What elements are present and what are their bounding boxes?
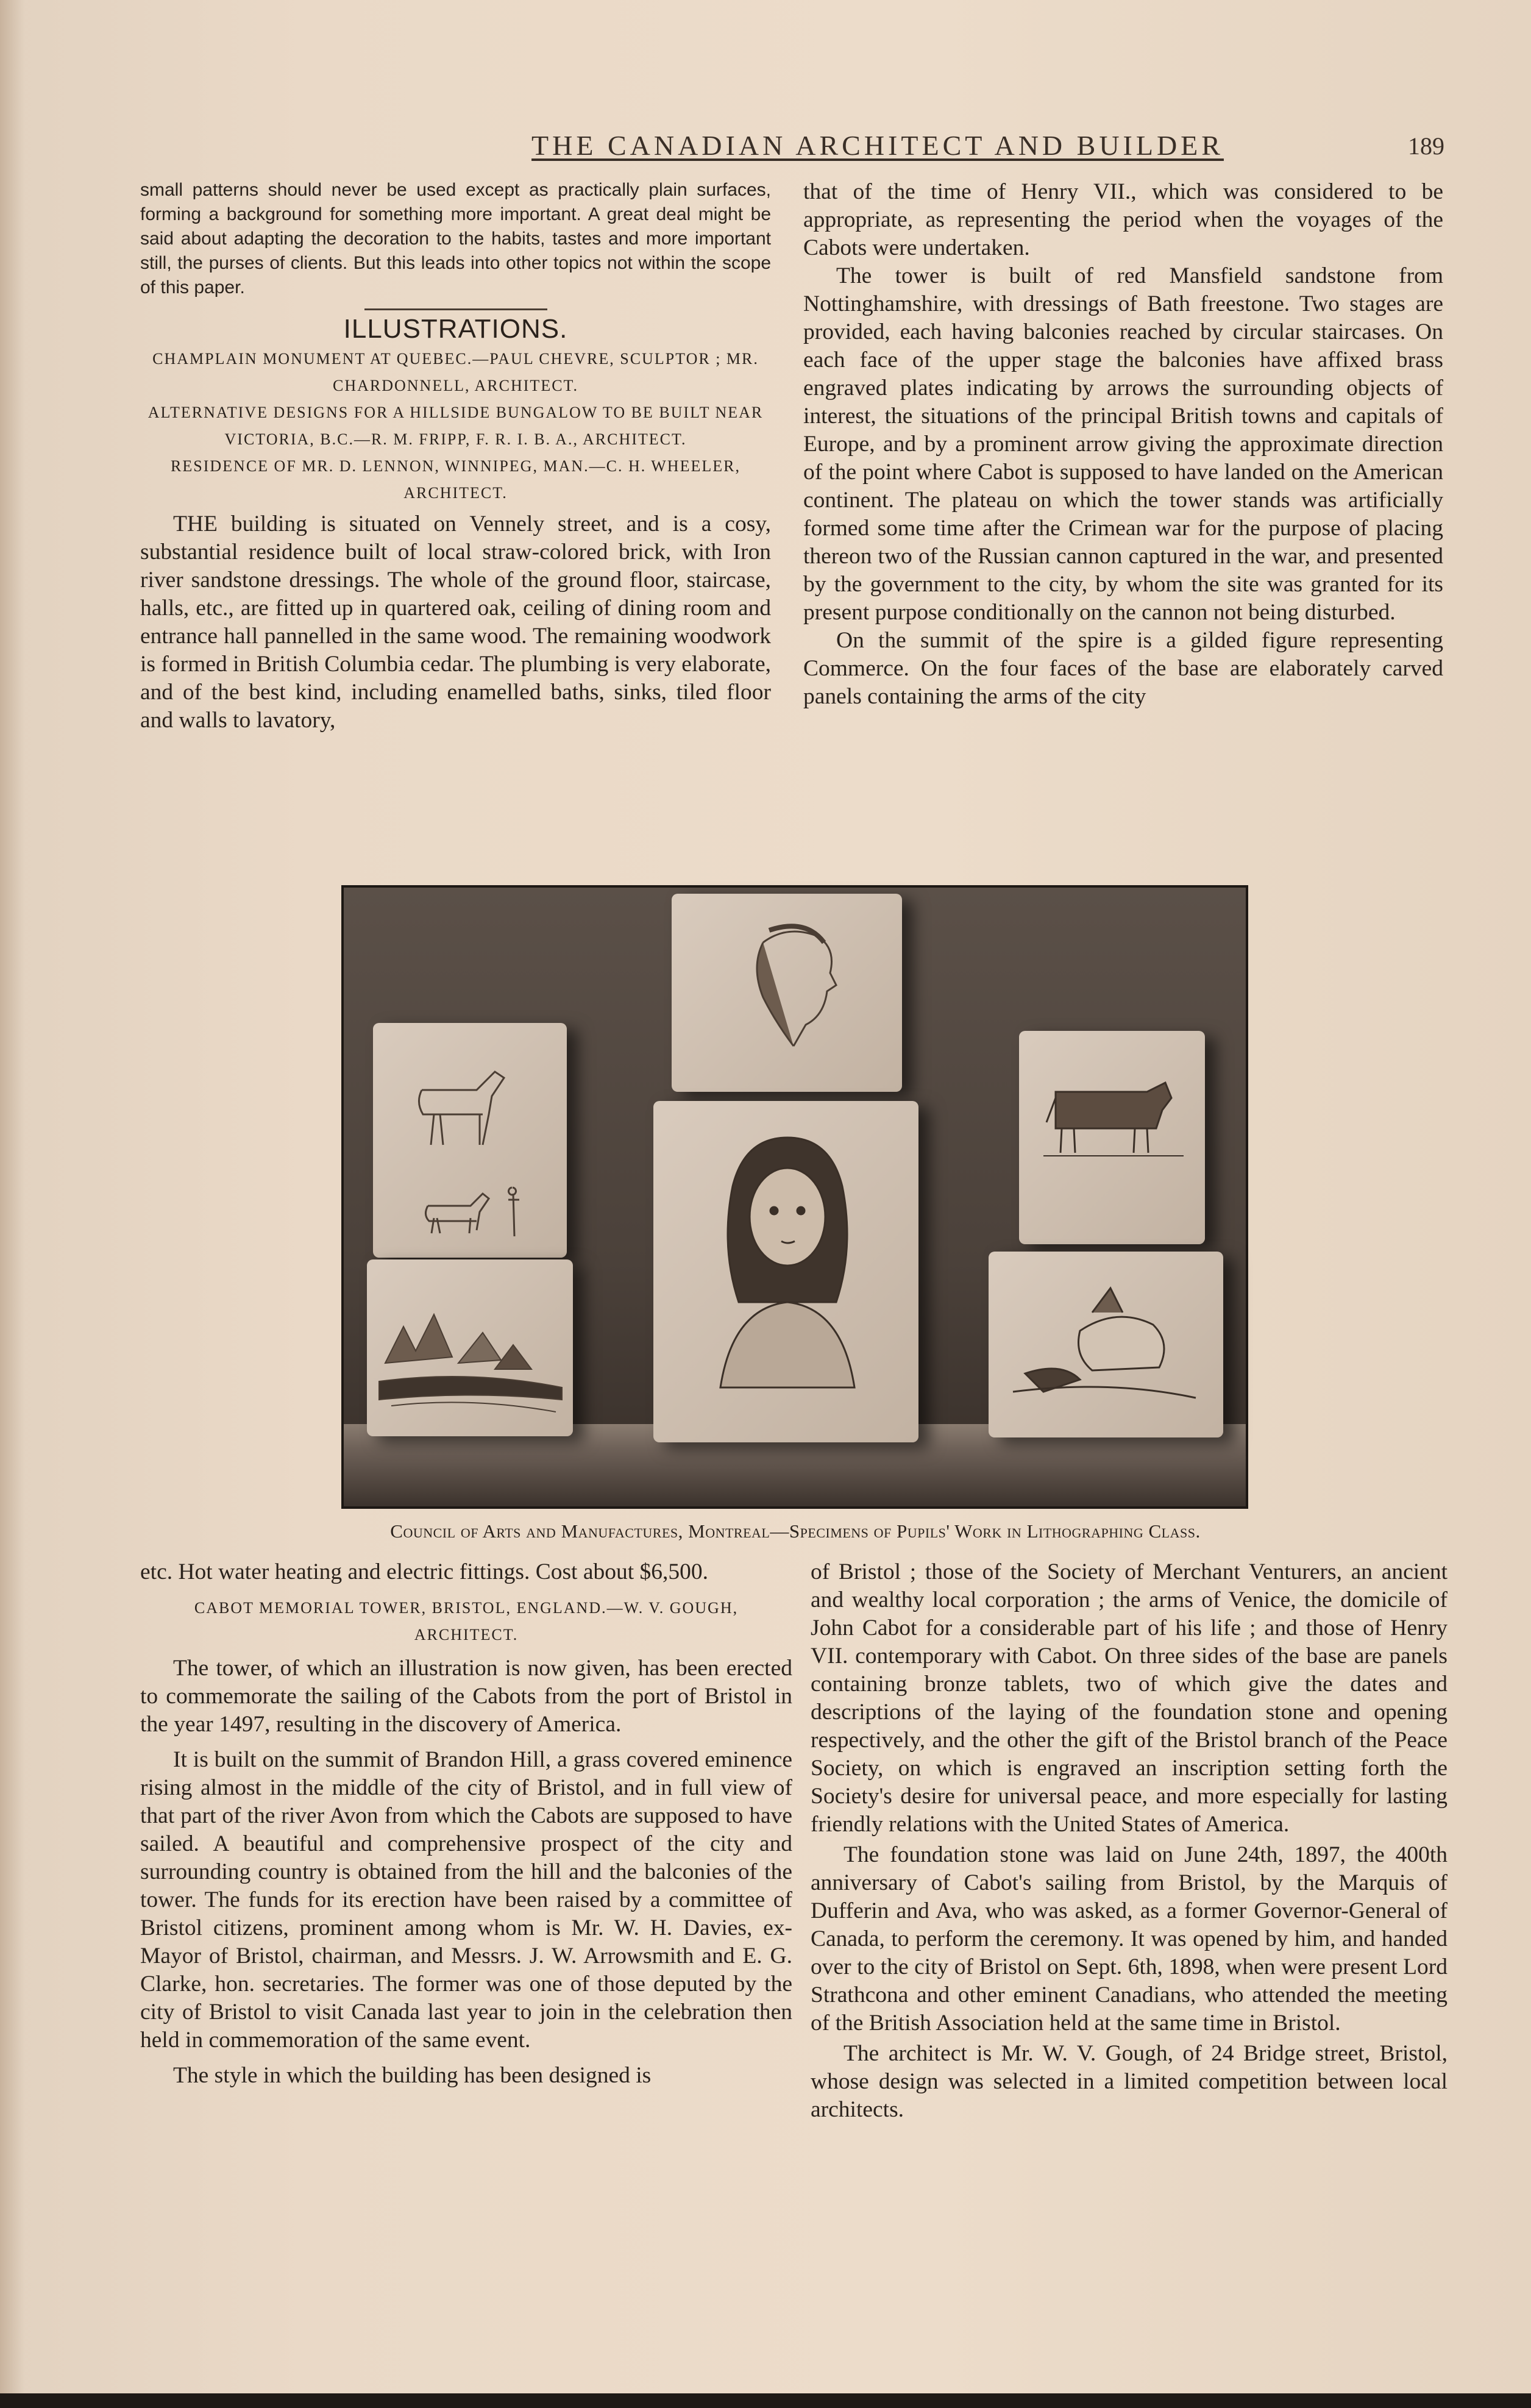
right-top-paragraph-1: that of the time of Henry VII., which was considered to be appropriate, as representing the period when the voyages of the Cabots were undertaken.: [803, 179, 1443, 260]
section-divider: [364, 308, 547, 310]
right-column-bottom: [811, 1558, 1448, 2124]
cabot-paragraph-3: The style in which the building has been designed is: [173, 2063, 652, 2088]
running-head: [421, 129, 1335, 162]
tile-horses: [373, 1023, 567, 1258]
intro-text: [140, 178, 771, 300]
page-spine-shadow: [0, 0, 24, 2408]
tile-sheep-landscape: [989, 1252, 1223, 1437]
horse-sketch-icon: [373, 1023, 567, 1258]
right-bottom-paragraph-1: of Bristol ; those of the Society of Merchant Venturers, an ancient and wealthy local corporation ; the arms of Venice, the domicile of John Cabot for a considerable part of his life ; and those of Henry VII. contemporary with Cabot. On three sides of the base are panels containing bronze tablets, two of which give the dates and descriptions of the laying of the foundation stone and opening respectively, and the other the gift of the Bristol branch of the Peace Society, on which is engraved an inscription setting forth the Society's desire for universal peace, and more especially for lasting friendly relations with the United States of America.: [811, 1559, 1448, 1837]
girl-portrait-icon: [653, 1101, 918, 1442]
left-column-bottom: [140, 1558, 792, 2090]
illustrations-heading: ILLUSTRATIONS.: [343, 314, 568, 344]
page-bottom-edge: [0, 2393, 1531, 2408]
tile-cow: [1019, 1031, 1205, 1244]
landscape-sketch-icon: [367, 1259, 573, 1436]
page-number: 189: [1408, 132, 1444, 160]
illustration-item-1: CHAMPLAIN MONUMENT AT QUEBEC.—PAUL CHEVRE, SCULPTOR ; MR. CHARDONNELL, ARCHITECT.: [152, 350, 759, 394]
running-head-text: THE CANADIAN ARCHITECT AND BUILDER: [531, 130, 1224, 161]
left-column-top: [140, 178, 771, 735]
figure-caption-text: Council of Arts and Manufactures, Montreal—Specimens of Pupils' Work in Lithographing Class.: [390, 1520, 1201, 1542]
tile-girl-portrait: [653, 1101, 918, 1442]
right-top-paragraph-3: On the summit of the spire is a gilded figure representing Commerce. On the four faces of the base are elaborately carved panels containing the arms of the city: [803, 628, 1443, 709]
cabot-paragraph-1: The tower, of which an illustration is now given, has been erected to commemorate the sailing of the Cabots from the port of Bristol in the year 1497, resulting in the discovery of America.: [140, 1656, 792, 1737]
right-bottom-paragraph-3: The architect is Mr. W. V. Gough, of 24 Bridge street, Bristol, whose design was selected in a limited competition between local architects.: [811, 2041, 1448, 2122]
illustration-item-2: ALTERNATIVE DESIGNS FOR A HILLSIDE BUNGALOW TO BE BUILT NEAR VICTORIA, B.C.—R. M. FRIPP, F. R. I. B. A., ARCHITECT.: [147, 404, 764, 448]
cabot-paragraph-2: It is built on the summit of Brandon Hill, a grass covered eminence rising almost in the middle of the city of Bristol, and in full view of that part of the river Avon from which the Cabots are supposed to have sailed. A beautiful and comprehensive prospect of the city and surrounding country is obtained from the hill and the balconies of the tower. The funds for its erection have been raised by a committee of Bristol citizens, prominent among whom is Mr. W. H. Davies, ex-Mayor of Bristol, chairman, and Messrs. J. W. Arrowsmith and E. G. Clarke, hon. secretaries. The former was one of those deputed by the city of Bristol to visit Canada last year to join in the celebration then held in commemoration of the same event.: [140, 1747, 792, 2053]
sheep-landscape-icon: [989, 1252, 1223, 1437]
portrait-sketch-icon: [672, 894, 902, 1092]
intro-paragraph: small patterns should never be used except as practically plain surfaces, forming a background for something more important. A great deal might be said about adapting the decoration to the habits, tastes and more important still, the purses of clients. But this leads into other topics not within the scope of this paper.: [140, 180, 771, 297]
cow-sketch-icon: [1019, 1031, 1205, 1244]
tile-landscape: [367, 1259, 573, 1436]
tile-woman-profile: [672, 894, 902, 1092]
figure-caption: [140, 1520, 1451, 1542]
residence-continuation: etc. Hot water heating and electric fittings. Cost about $6,500.: [140, 1559, 709, 1584]
right-column-top: [803, 178, 1443, 711]
lithograph-photo: [341, 885, 1248, 1509]
right-top-paragraph-2: The tower is built of red Mansfield sandstone from Nottinghamshire, with dressings of Bath freestone. Two stages are provided, each having balconies reached by circular staircases. On each face of the upper stage the balconies have affixed brass engraved plates indicating by arrows the surrounding objects of interest, the situations of the principal British towns and capitals of Europe, and by a prominent arrow giving the approximate direction of the point where Cabot is supposed to have landed on the American continent. The plateau on which the tower stands was artificially formed some time after the Crimean war for the purpose of placing thereon two of the Russian cannon captured in the war, and presented by the government to the city, by whom the site was granted for its present purpose conditionally on the cannon not being disturbed.: [803, 263, 1443, 625]
illustration-item-3: RESIDENCE OF MR. D. LENNON, WINNIPEG, MAN.—C. H. WHEELER, ARCHITECT.: [171, 457, 741, 502]
page-header: [140, 129, 1451, 166]
residence-paragraph: THE building is situated on Vennely street, and is a cosy, substantial residence built of local straw-colored brick, with Iron river sandstone dressings. The whole of the ground floor, staircase, halls, etc., are fitted up in quartered oak, ceiling of dining room and entrance hall pannelled in the same wood. The remaining woodwork is formed in British Columbia cedar. The plumbing is very elaborate, and of the best kind, including enamelled baths, sinks, tiled floor and walls to lavatory,: [140, 511, 771, 733]
cabot-heading: CABOT MEMORIAL TOWER, BRISTOL, ENGLAND.—W. V. GOUGH, ARCHITECT.: [194, 1599, 739, 1644]
right-bottom-paragraph-2: The foundation stone was laid on June 24th, 1897, the 400th anniversary of Cabot's sailing from Bristol, by the Marquis of Dufferin and Ava, who was asked, as a former Governor-General of Canada, to perform the ceremony. It was opened by him, and handed over to the city of Bristol on Sept. 6th, 1898, when were present Lord Strathcona and other eminent Canadians, who attended the meeting of the British Association held at the same time in Bristol.: [811, 1842, 1448, 2036]
